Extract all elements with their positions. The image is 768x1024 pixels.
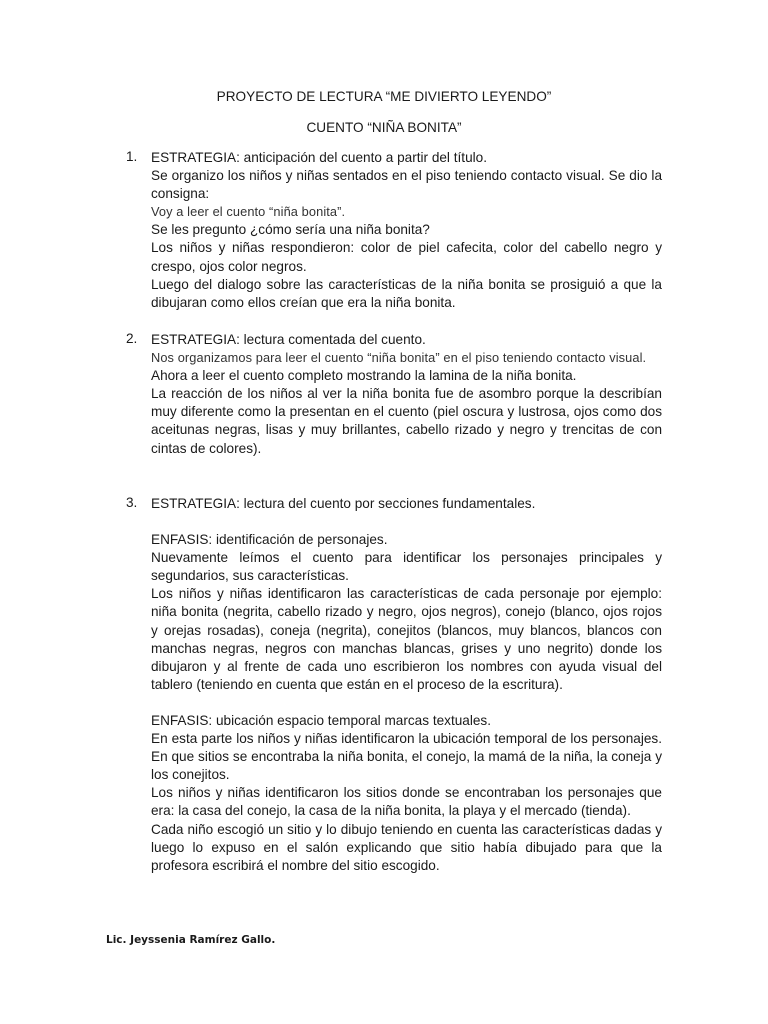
enfasis-heading: ENFASIS: ubicación espacio temporal marcas textuales. bbox=[151, 712, 492, 728]
signature: Lic. Jeyssenia Ramírez Gallo. bbox=[106, 934, 276, 946]
paragraph: Los niños y niñas identificaron los sitios donde se encontraban los personajes que era: la casa del conejo, la casa de la niña bonita, la playa y el mercado (tienda). bbox=[151, 785, 662, 819]
section-number: 1. bbox=[126, 149, 138, 164]
section-3 bbox=[128, 495, 662, 875]
section-heading: ESTRATEGIA: anticipación del cuento a partir del título. bbox=[151, 150, 487, 165]
document-subtitle: CUENTO “NIÑA BONITA” bbox=[306, 120, 462, 135]
section-1 bbox=[128, 149, 662, 312]
paragraph: Se les pregunto ¿cómo sería una niña bonita? bbox=[151, 222, 430, 238]
section-number: 2. bbox=[126, 331, 138, 346]
paragraph: Nos organizamos para leer el cuento “niña bonita” en el piso teniendo contacto visual. bbox=[151, 350, 647, 366]
section-2 bbox=[128, 331, 662, 458]
paragraph: Ahora a leer el cuento completo mostrando la lamina de la niña bonita. bbox=[151, 368, 577, 384]
paragraph: Se organizo los niños y niñas sentados en el piso teniendo contacto visual. Se dio la consigna: bbox=[151, 168, 662, 202]
paragraph: Los niños y niñas identificaron las características de cada personaje por ejemplo: niña bonita (negrita, cabello rizado y negro, ojos negros), conejo (blanco, ojos rojos y orejas rosadas), coneja (negrita), conejitos (blancos, muy blancos, blancos con manchas negras, negros con manchas blancas, grises y uno negrito) donde los dibujaron y al frente de cada uno escribieron los nombres con ayuda visual del tablero (teniendo en cuenta que están en el proceso de la escritura). bbox=[151, 586, 662, 692]
enfasis-heading: ENFASIS: identificación de personajes. bbox=[151, 532, 388, 548]
paragraph: Nuevamente leímos el cuento para identificar los personajes principales y segundarios, sus características. bbox=[151, 550, 662, 584]
section-number: 3. bbox=[126, 495, 138, 510]
document-title: PROYECTO DE LECTURA “ME DIVIERTO LEYENDO” bbox=[216, 89, 552, 104]
section-heading: ESTRATEGIA: lectura del cuento por secciones fundamentales. bbox=[151, 496, 536, 511]
paragraph: Cada niño escogió un sitio y lo dibujo teniendo en cuenta las características dadas y luego lo expuso en el salón explicando que sitio había dibujado para que la profesora escribirá el nombre del sitio escogido. bbox=[151, 821, 662, 873]
paragraph: Luego del dialogo sobre las características de la niña bonita se prosiguió a que la dibujaran como ellos creían que era la niña bonita. bbox=[151, 276, 662, 310]
section-heading: ESTRATEGIA: lectura comentada del cuento. bbox=[151, 332, 426, 347]
paragraph: En esta parte los niños y niñas identificaron la ubicación temporal de los personajes. En que sitios se encontraba la niña bonita, el conejo, la mamá de la niña, la coneja y los conejitos. bbox=[151, 731, 662, 783]
paragraph: Los niños y niñas respondieron: color de piel cafecita, color del cabello negro y crespo, ojos color negros. bbox=[151, 240, 662, 274]
paragraph: Voy a leer el cuento “niña bonita”. bbox=[151, 204, 346, 220]
paragraph: La reacción de los niños al ver la niña bonita fue de asombro porque la describían muy diferente como la presentan en el cuento (piel oscura y lustrosa, ojos como dos aceitunas negras, lisas y muy brillantes, cabello rizado y negro y trencitas de con cintas de colores). bbox=[151, 386, 662, 456]
